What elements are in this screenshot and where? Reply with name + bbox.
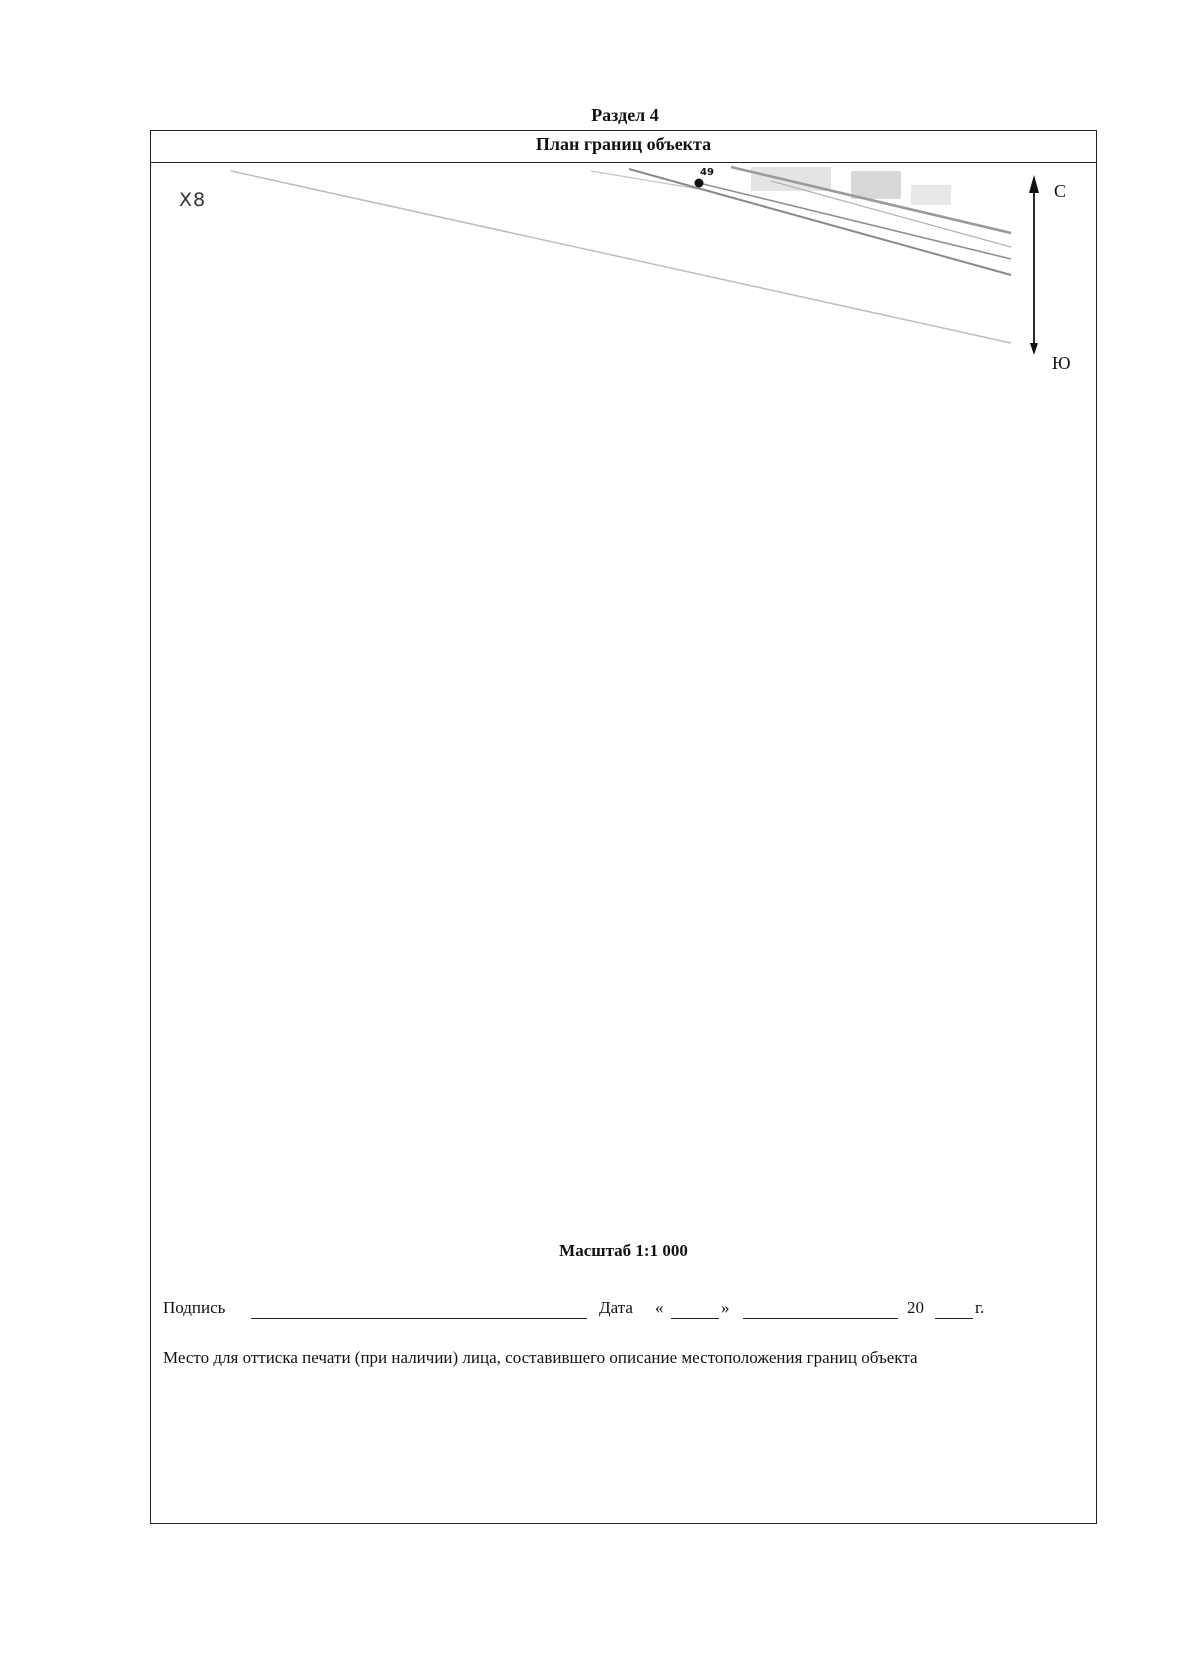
date-label: Дата	[599, 1298, 633, 1317]
signature-row	[163, 1298, 1083, 1322]
hatch-block	[911, 185, 951, 205]
boundary-point	[695, 179, 704, 188]
year-prefix: 20	[907, 1298, 924, 1317]
quote-open: «	[655, 1298, 664, 1317]
signature-label: Подпись	[163, 1298, 226, 1317]
plan-frame	[150, 130, 1097, 1524]
compass-north-label: С	[1054, 181, 1067, 201]
south-arrow-icon	[1030, 343, 1038, 355]
boundary-plan	[151, 163, 1095, 383]
compass-south-label: Ю	[1052, 353, 1071, 373]
boundary-line	[591, 171, 711, 191]
quote-close: »	[721, 1298, 730, 1317]
month-blank	[743, 1318, 898, 1319]
day-blank	[671, 1318, 719, 1319]
section-heading: Раздел 4	[591, 105, 659, 125]
scale-label: Масштаб 1:1 000	[559, 1241, 688, 1260]
signature-blank	[251, 1318, 587, 1319]
north-arrow-icon	[1029, 175, 1039, 193]
stamp-place-text: Место для оттиска печати (при наличии) лица, составившего описание местоположения границ объекта	[163, 1348, 918, 1367]
point-label: 49	[700, 167, 714, 178]
year-suffix: г.	[975, 1298, 985, 1317]
plan-title: План границ объекта	[151, 131, 1096, 163]
hatch-block	[851, 171, 901, 199]
sheet-label: Х8	[179, 189, 207, 211]
year-blank	[935, 1318, 973, 1319]
